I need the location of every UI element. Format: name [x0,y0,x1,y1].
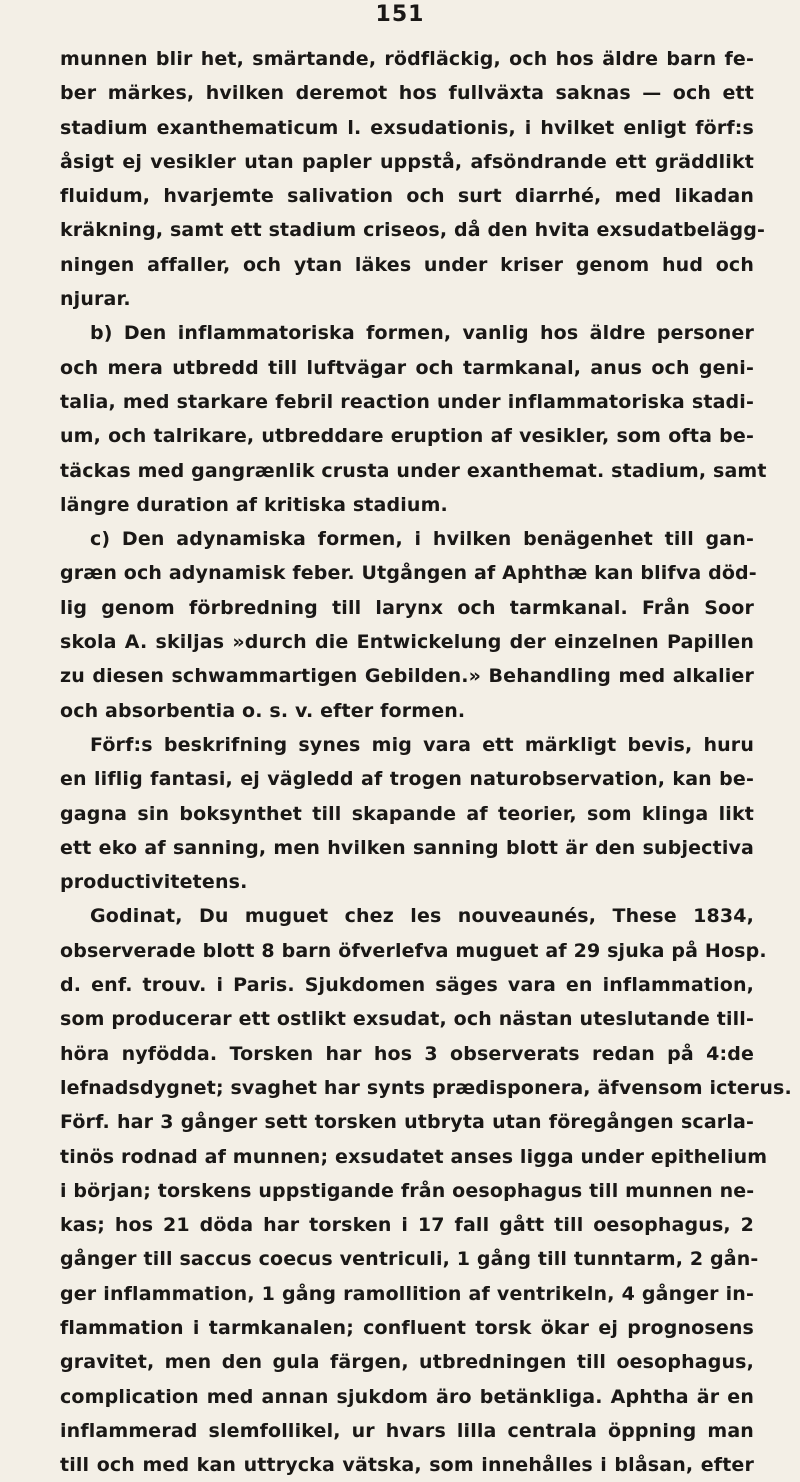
text-line: gagna sin boksynthet till skapande af teorier, som klinga likt [60,802,754,825]
text-line: ber märkes, hvilken deremot hos fullväxta saknas — och ett [60,82,754,105]
text-line: i början; torskens uppstigande från oesophagus till munnen ne- [60,1179,755,1202]
text-line: inflammerad slemfollikel, ur hvars lilla centrala öppning man [60,1419,754,1442]
text-line: gravitet, men den gula färgen, utbredningen till oesophagus, [60,1351,754,1374]
text-line: gånger till saccus coecus ventriculi, 1 gång till tunntarm, 2 gån- [60,1248,759,1271]
page-number: 151 [375,2,425,27]
text-line: och mera utbredd till luftvägar och tarmkanal, anus och geni- [60,356,754,379]
text-line: åsigt ej vesikler utan papler uppstå, afsöndrande ett gräddlikt [60,150,754,173]
text-line: och absorbentia o. s. v. efter formen. [60,699,466,722]
text-line: Förf:s beskrifning synes mig vara ett märkligt bevis, huru [90,733,754,756]
text-line: en liflig fantasi, ej vägledd af trogen naturobservation, kan be- [60,768,754,791]
text-line: skola A. skiljas »durch die Entwickelung der einzelnen Papillen [60,631,754,654]
text-line: munnen blir het, smärtande, rödfläckig, och hos äldre barn fe- [60,48,754,70]
text-line: stadium exanthematicum l. exsudationis, i hvilket enligt förf:s [60,116,754,139]
text-line: productivitetens. [60,871,248,894]
text-line: Godinat, Du muguet chez les nouveaunés, These 1834, [90,905,754,928]
body-text [60,42,792,1482]
text-line: b) Den inflammatoriska formen, vanlig hos äldre personer [90,322,754,345]
text-line: kas; hos 21 döda har torsken i 17 fall gått till oesophagus, 2 [60,1214,754,1237]
text-line: talia, med starkare febril reaction under inflammatoriska stadi- [60,390,754,413]
text-line: tinös rodnad af munnen; exsudatet anses ligga under epithelium [60,1145,768,1168]
text-line: lig genom förbredning till larynx och tarmkanal. Från Soor [60,596,754,619]
text-line: Förf. har 3 gånger sett torsken utbryta utan föregången scarla- [60,1111,754,1134]
text-line: um, och talrikare, utbreddare eruption af vesikler, som ofta be- [60,425,754,448]
text-line: ett eko af sanning, men hvilken sanning blott är den subjectiva [60,836,754,859]
text-line: ger inflammation, 1 gång ramollition af ventrikeln, 4 gånger in- [60,1282,754,1305]
text-line: fluidum, hvarjemte salivation och surt diarrhé, med likadan [60,185,754,208]
text-line: d. enf. trouv. i Paris. Sjukdomen säges vara en inflammation, [60,974,754,997]
text-line: c) Den adynamiska formen, i hvilken benägenhet till gan- [90,528,754,551]
text-line: höra nyfödda. Torsken har hos 3 observerats redan på 4:de [60,1042,754,1065]
text-line: täckas med gangrænlik crusta under exanthemat. stadium, samt [60,459,767,482]
text-line: som producerar ett ostlikt exsudat, och nästan uteslutande till- [60,1008,754,1031]
text-line: zu diesen schwammartigen Gebilden.» Behandling med alkalier [60,665,754,688]
text-line: græn och adynamisk feber. Utgången af Aphthæ kan blifva död- [60,562,757,585]
text-line: kräkning, samt ett stadium criseos, då den hvita exsudatbelägg- [60,219,765,242]
text-line: observerade blott 8 barn öfverlefva muguet af 29 sjuka på Hosp. [60,939,767,962]
text-line: complication med annan sjukdom äro betänkliga. Aphtha är en [60,1385,754,1408]
text-line: längre duration af kritiska stadium. [60,493,448,516]
text-line: till och med kan uttrycka vätska, som innehålles i blåsan, efter [60,1454,754,1477]
text-line: njurar. [60,288,131,311]
text-line: flammation i tarmkanalen; confluent torsk ökar ej prognosens [60,1316,754,1339]
text-line: lefnadsdygnet; svaghet har synts prædisponera, äfvensom icterus. [60,1076,792,1099]
text-line: ningen affaller, och ytan läkes under kriser genom hud och [60,253,754,276]
